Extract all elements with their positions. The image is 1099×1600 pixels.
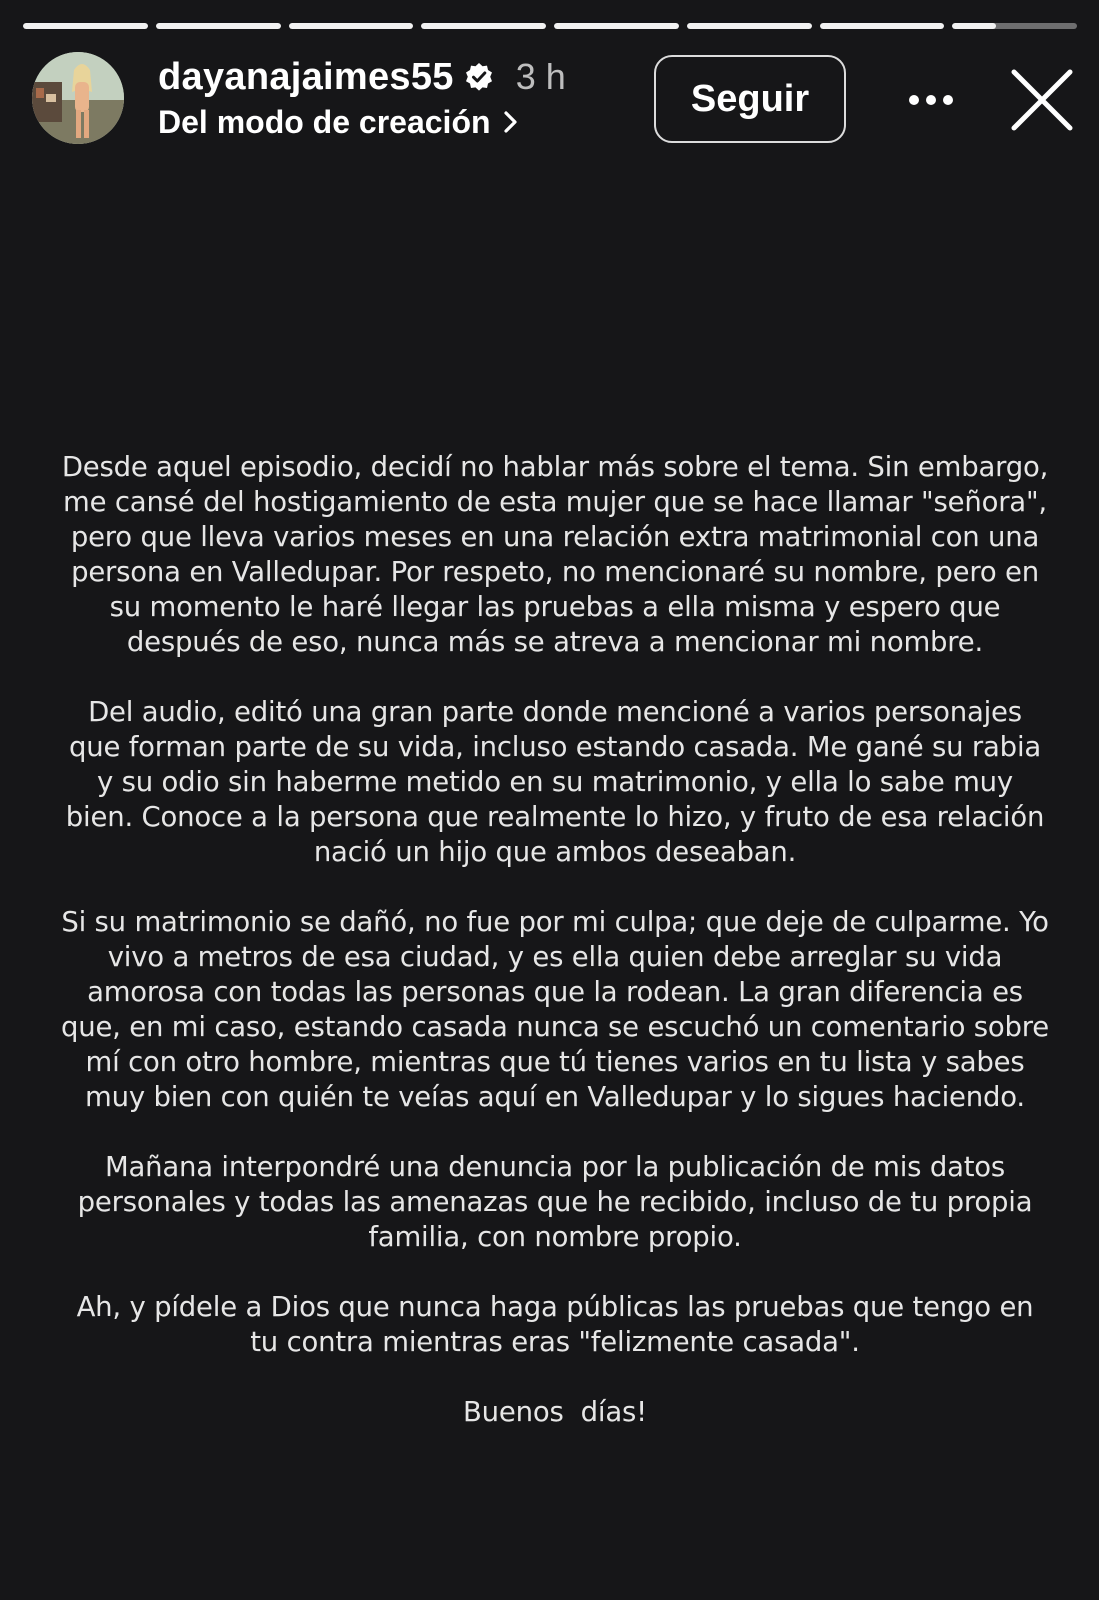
chevron-right-icon	[503, 110, 519, 134]
progress-segment-fill	[952, 23, 996, 29]
story-text-body	[60, 450, 1050, 1465]
story-paragraph: Mañana interpondré una denuncia por la publicación de mis datos personales y todas las amenazas que he recibido, incluso de tu propia familia, con nombre propio.	[77, 1151, 1033, 1253]
progress-segment-fill	[156, 23, 281, 29]
progress-segment	[421, 23, 546, 29]
username[interactable]: dayanajaimes55	[158, 55, 454, 98]
creation-mode-link[interactable]	[158, 102, 519, 142]
creation-mode-label: Del modo de creación	[158, 103, 491, 140]
story-paragraph: Del audio, editó una gran parte donde mencioné a varios personajes que forman parte de su vida, incluso estando casada. Me gané su rabia y su odio sin haberme metido en su matrimonio, y ella lo sabe muy bien. Conoce a la persona que realmente lo hizo, y fruto de esa relación nació un hijo que ambos deseaban.	[65, 696, 1045, 868]
progress-segment-fill	[820, 23, 945, 29]
progress-segment	[289, 23, 414, 29]
progress-segment	[952, 23, 1077, 29]
progress-segment-fill	[554, 23, 679, 29]
close-icon	[1008, 66, 1076, 134]
progress-segment-fill	[421, 23, 546, 29]
progress-segment	[687, 23, 812, 29]
progress-segment	[156, 23, 281, 29]
avatar[interactable]	[32, 52, 124, 144]
more-options-icon	[908, 94, 954, 106]
progress-segment-fill	[289, 23, 414, 29]
story-paragraph: Ah, y pídele a Dios que nunca haga públicas las pruebas que tengo en tu contra mientras eras "felizmente casada".	[76, 1291, 1034, 1358]
verified-badge-icon	[464, 62, 494, 92]
story-author-row[interactable]	[158, 54, 566, 100]
story-paragraph: Buenos días!	[463, 1396, 647, 1428]
story-progress-bar	[23, 23, 1077, 29]
progress-segment-fill	[23, 23, 148, 29]
progress-segment	[554, 23, 679, 29]
progress-segment-fill	[687, 23, 812, 29]
post-time: 3 h	[515, 56, 566, 97]
progress-segment	[23, 23, 148, 29]
story-paragraph: Desde aquel episodio, decidí no hablar más sobre el tema. Sin embargo, me cansé del hostigamiento de esta mujer que se hace llamar "señora", pero que lleva varios meses en una relación extra matrimonial con una persona en Valledupar. Por respeto, no mencionaré su nombre, pero en su momento le haré llegar las pruebas a ella misma y espero que después de eso, nunca más se atreva a mencionar mi nombre.	[61, 451, 1049, 658]
follow-button[interactable]: Seguir	[654, 55, 846, 143]
close-button[interactable]	[1008, 66, 1076, 134]
more-options-button[interactable]	[898, 78, 964, 122]
story-paragraph: Si su matrimonio se dañó, no fue por mi culpa; que deje de culparme. Yo vivo a metros de esa ciudad, y es ella quien debe arreglar su vida amorosa con todas las personas que la rodean. La gran diferencia es que, en mi caso, estando casada nunca se escuchó un comentario sobre mí con otro hombre, mientras que tú tienes varios en tu lista y sabes muy bien con quién te veías aquí en Valledupar y lo sigues haciendo.	[60, 906, 1050, 1113]
progress-segment	[820, 23, 945, 29]
avatar-photo	[32, 52, 124, 144]
